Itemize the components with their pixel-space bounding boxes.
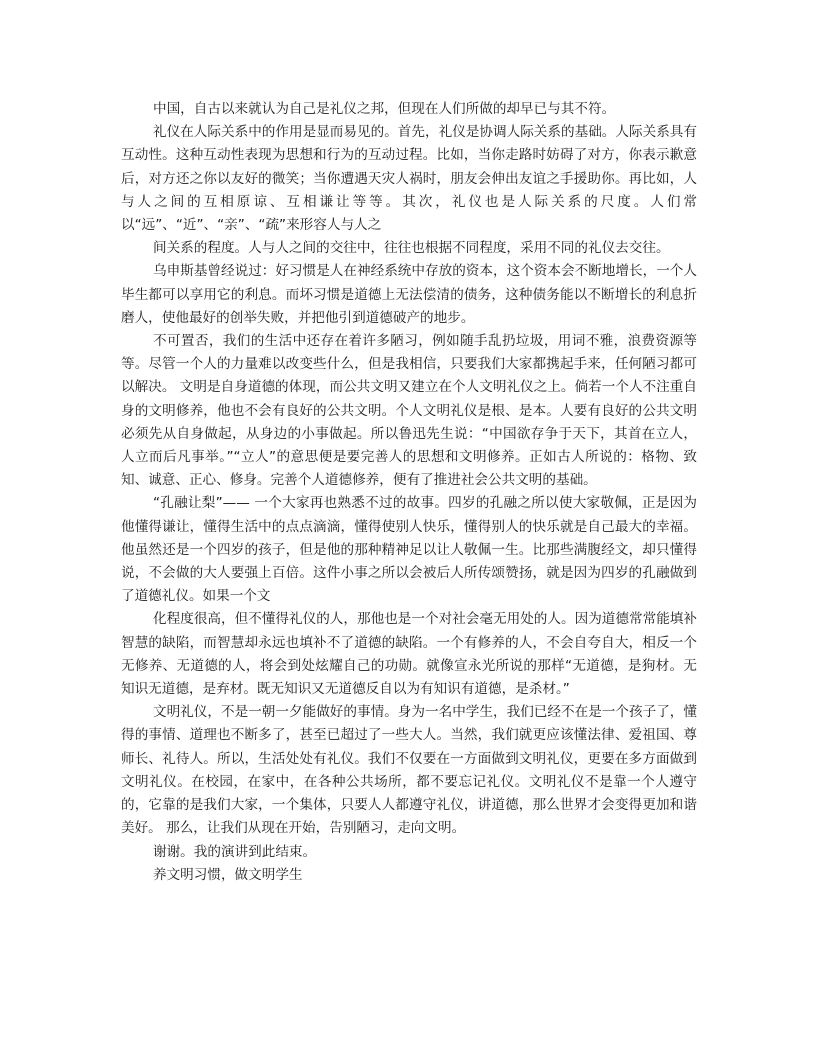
paragraph-3: 间关系的程度。人与人之间的交往中，往往也根据不同程度，采用不同的礼仪去交往。: [153, 240, 670, 257]
paragraph-8: 文明礼仪，不是一朝一夕能做好的事情。身为一名中学生，我们已经不在是一个孩子了，懂得的事情、道理也不断多了，甚至已超过了一些大人。当然，我们就更应该懂法律、爱祖国、尊师长、礼待人。所以，生活处处有礼仪。我们不仅要在一方面做到文明礼仪，更要在多方面做到文明礼仪。在校园，在家中，在各种公共场所，都不要忘记礼仪。文明礼仪不是靠一个人遵守的，它靠的是我们大家，一个集体，只要人人都遵守礼仪，讲道德，那么世界才会变得更加和谐美好。 那么，让我们从现在开始，告别陋习，走向文明。: [121, 704, 697, 837]
paragraph-10: 养文明习惯，做文明学生: [153, 866, 303, 883]
paragraph-1: 中国，自古以来就认为自己是礼仪之邦，但现在人们所做的却早已与其不符。: [153, 101, 616, 117]
paragraph-5: 不可置否，我们的生活中还存在着许多陋习，例如随手乱扔垃圾，用词不雅，浪费资源等等。尽管一个人的力量难以改变些什么，但是我相信，只要我们大家都携起手来，任何陋习都可以解决。 文明是自身道德的体现，而公共文明又建立在个人文明礼仪之上。倘若一个人不注重自身的文明修养，他也不会有良好的公共文明。个人文明礼仪是根、是本。人要有良好的公共文明必须先从自身做起，从身边的小事做起。所以鲁迅先生说：“中国欲存争于天下，其首在立人，人立而后凡事举。”“立人”的意思便是要完善人的思想和文明修养。正如古人所说的：格物、致知、诚意、正心、修身。完善个人道德修养，便有了推进社会公共文明的基础。: [121, 333, 697, 489]
paragraph-4: 乌申斯基曾经说过：好习惯是人在神经系统中存放的资本，这个资本会不断地增长，一个人毕生都可以享用它的利息。而坏习惯是道德上无法偿清的债务，这种债务能以不断增长的利息折磨人，使他最好的创举失败，并把他引到道德破产的地步。: [121, 263, 697, 326]
paragraph-7: 化程度很高，但不懂得礼仪的人，那他也是一个对社会毫无用处的人。因为道德常常能填补智慧的缺陷，而智慧却永远也填补不了道德的缺陷。一个有修养的人，不会自夸自大，相反一个无修养、无道德的人，将会到处炫耀自己的功勋。就像宣永光所说的那样“无道德，是狗材。无知识无道德，是弃材。既无知识又无道德反自以为有知识有道德，是杀材。”: [121, 611, 697, 698]
paragraph-6: “孔融让梨”—— 一个大家再也熟悉不过的故事。四岁的孔融之所以使大家敬佩，正是因为他懂得谦让，懂得生活中的点点滴滴，懂得使别人快乐，懂得别人的快乐就是自己最大的幸福。他虽然还是一个四岁的孩子，但是他的那种精神足以让人敬佩一生。比那些满腹经文，却只懂得说，不会做的大人要强上百倍。这件小事之所以会被后人所传颂赞扬，就是因为四岁的孔融做到了道德礼仪。如果一个文: [121, 495, 697, 605]
paragraph-9: 谢谢。我的演讲到此结束。: [153, 843, 317, 860]
document-body: [121, 98, 697, 887]
paragraph-2: 礼仪在人际关系中的作用是显而易见的。首先，礼仪是协调人际关系的基础。人际关系具有互动性。这种互动性表现为思想和行为的互动过程。比如，当你走路时妨碍了对方，你表示歉意后，对方还之你以友好的微笑；当你遭遇天灾人祸时，朋友会伸出友谊之手援助你。再比如，人与人之间的互相原谅、互相谦让等等。其次，礼仪也是人际关系的尺度。人们常以“远”、“近”、“亲”、“疏”来形容人与人之: [121, 124, 697, 234]
